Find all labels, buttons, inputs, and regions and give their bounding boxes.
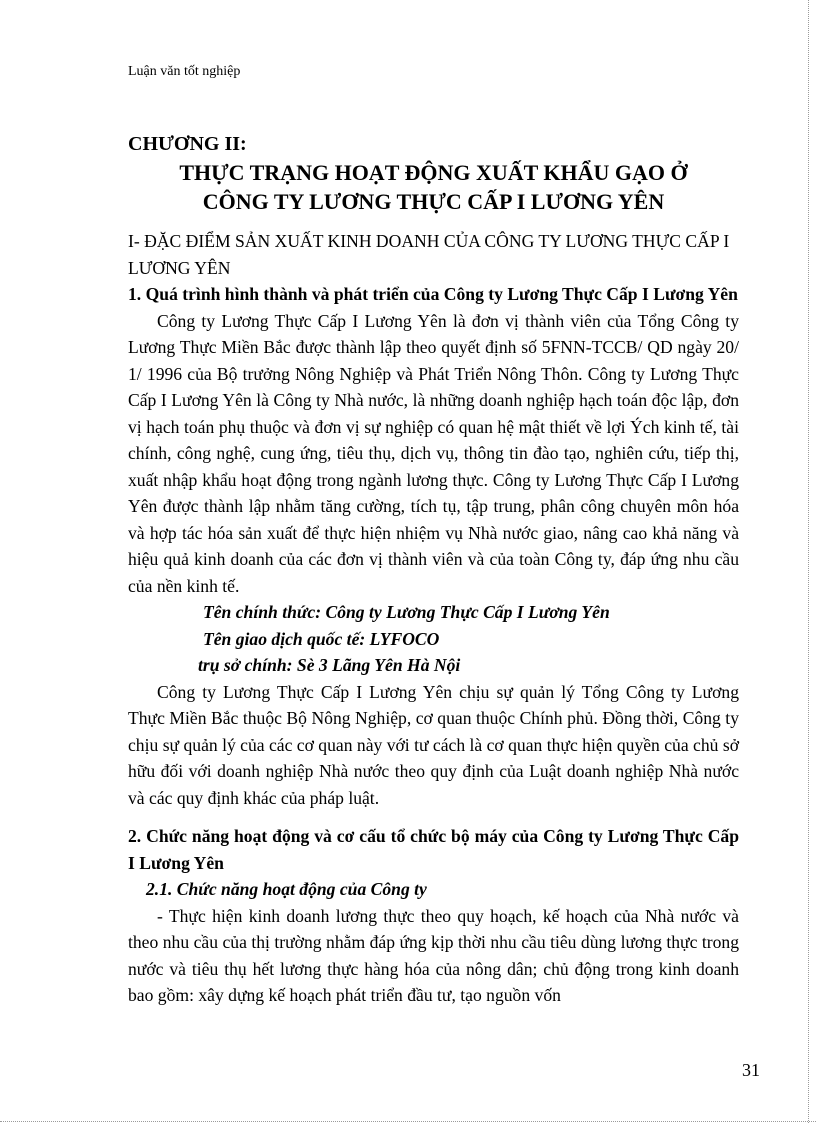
section-heading-2: 2. Chức năng hoạt động và cơ cấu tổ chức bộ máy của Công ty Lương Thực Cấp I Lương Yên bbox=[128, 826, 739, 873]
section-heading-1: I- ĐẶC ĐIỂM SẢN XUẤT KINH DOANH CỦA CÔNG TY LƯƠNG THỰC CẤP I LƯƠNG YÊN bbox=[128, 231, 730, 278]
page-border-right bbox=[808, 0, 809, 1123]
international-name: Tên giao dịch quốc tế: LYFOCO bbox=[203, 628, 440, 649]
sub-heading-1: 1. Quá trình hình thành và phát triển của Công ty Lương Thực Cấp I Lương Yên bbox=[128, 284, 738, 304]
page-border-bottom bbox=[0, 1121, 816, 1122]
page-body bbox=[128, 130, 739, 1009]
chapter-label: CHƯƠNG II: bbox=[128, 133, 247, 155]
official-name: Tên chính thức: Công ty Lương Thực Cấp I Lương Yên bbox=[203, 602, 610, 622]
paragraph-2: Công ty Lương Thực Cấp I Lương Yên chịu sự quản lý Tổng Công ty Lương Thực Miền Bắc thuộc Bộ Nông Nghiệp, cơ quan thuộc Chính phủ. Đồng thời, Công ty chịu sự quản lý của các cơ quan này với tư cách là cơ quan thực hiện quyền của chủ sở hữu đối với doanh nghiệp Nhà nước theo quy định của Luật doanh nghiệp Nhà nước và các quy định khác của pháp luật. bbox=[128, 681, 740, 808]
page-number: 31 bbox=[742, 1060, 760, 1080]
head-office: trụ sở chính: Sè 3 Lãng Yên Hà Nội bbox=[198, 655, 461, 675]
sub-heading-2-1: 2.1. Chức năng hoạt động của Công ty bbox=[146, 879, 427, 899]
running-header: Luận văn tốt nghiệp bbox=[128, 64, 241, 79]
chapter-title-line-2: CÔNG TY LƯƠNG THỰC CẤP I LƯƠNG YÊN bbox=[202, 189, 665, 214]
paragraph-1: Công ty Lương Thực Cấp I Lương Yên là đơn vị thành viên của Tổng Công ty Lương Thực Miền Bắc được thành lập theo quyết định số 5FNN-TCCB/ QD ngày 20/ 1/ 1996 của Bộ trưởng Nông Nghiệp và Phát Triển Nông Thôn. Công ty Lương Thực Cấp I Lương Yên là Công ty Nhà nước, là những doanh nghiệp hạch toán độc lập, đơn vị hạch toán phụ thuộc và đơn vị sự nghiệp có quan hệ mật thiết về lợi Ých kinh tế, tài chính, công nghệ, cung ứng, tiêu thụ, dịch vụ, thông tin đào tạo, nghiên cứu, tiếp thị, xuất nhập khẩu hoạt động trong ngành lương thực. Công ty Lương Thực Cấp I Lương Yên được thành lập nhằm tăng cường, tích tụ, tập trung, phân công chuyên môn hóa và hợp tác hóa sản xuất để thực hiện nhiệm vụ Nhà nước giao, nâng cao khả năng và hiệu quả kinh doanh của các đơn vị thành viên và của toàn Công ty, đáp ứng nhu cầu của nền kinh tế. bbox=[128, 310, 739, 596]
paragraph-3: - Thực hiện kinh doanh lương thực theo quy hoạch, kế hoạch của Nhà nước và theo nhu cầu của thị trường nhằm đáp ứng kịp thời nhu cầu tiêu dùng lương thực trong nước và tiêu thụ hết lương thực hàng hóa của nông dân; chủ động trong kinh doanh bao gồm: xây dựng kế hoạch phát triển đầu tư, tạo nguồn vốn bbox=[128, 905, 739, 1005]
chapter-title-line-1: THỰC TRẠNG HOẠT ĐỘNG XUẤT KHẨU GẠO Ở bbox=[179, 160, 688, 185]
